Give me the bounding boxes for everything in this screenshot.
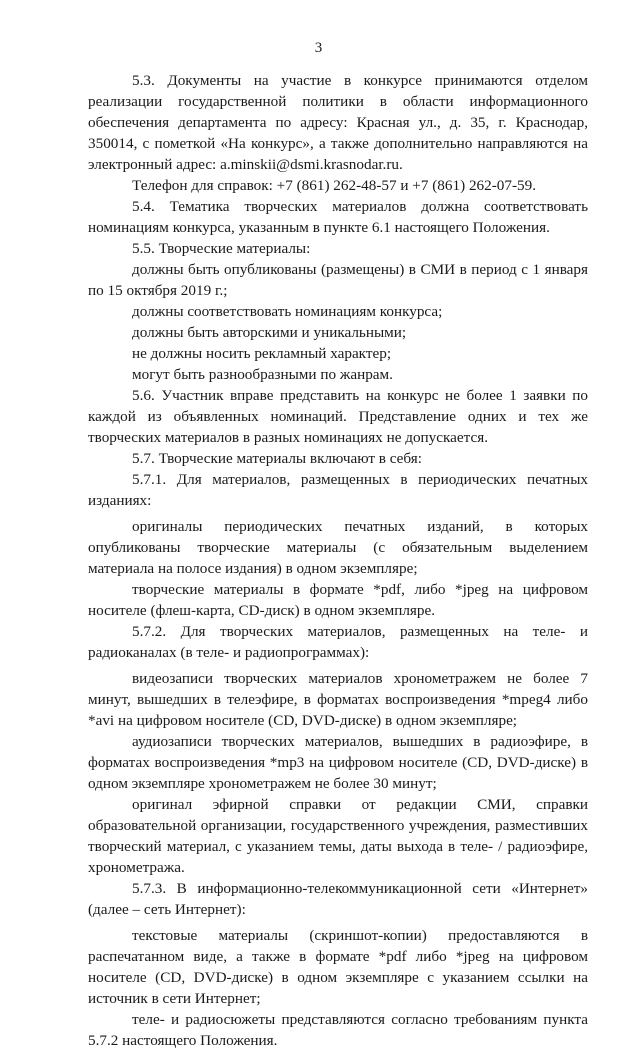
paragraph: 5.4. Тематика творческих материалов должна соответствовать номинациям конкурса, указанным в пункте 6.1 настоящего Положения. [88, 198, 588, 236]
paragraph: аудиозаписи творческих материалов, вышедших в радиоэфире, в форматах воспроизведения *mp3 на цифровом носителе (CD, DVD-диске) в одном экземпляре хронометражем не более 30 минут; [88, 733, 588, 792]
page-number: 3 [314, 40, 323, 56]
paragraph: оригиналы периодических печатных изданий, в которых опубликованы творческие материалы (с обязательным выделением материала на полосе издания) в одном экземпляре; [88, 518, 588, 577]
paragraph: 5.5. Творческие материалы: [132, 240, 311, 257]
document-body [88, 70, 588, 1051]
paragraph: 5.7.2. Для творческих материалов, размещенных на теле- и радиоканалах (в теле- и радиопрограммах): [88, 623, 588, 661]
paragraph: 5.6. Участник вправе представить на конкурс не более 1 заявки по каждой из объявленных номинаций. Представление одних и тех же творческих материалов в разных номинациях не допускается. [88, 387, 588, 446]
paragraph: текстовые материалы (скриншот-копии) предоставляются в распечатанном виде, а также в формате *pdf либо *jpeg на цифровом носителе (CD, DVD-диске) в одном экземпляре с указанием ссылки на источник в сети Интернет; [88, 927, 588, 1007]
paragraph: 5.7.1. Для материалов, размещенных в периодических печатных изданиях: [88, 471, 588, 509]
paragraph: 5.7. Творческие материалы включают в себя: [132, 450, 422, 467]
paragraph: должны быть опубликованы (размещены) в СМИ в период с 1 января по 15 октября 2019 г.; [88, 261, 588, 299]
paragraph: должны соответствовать номинациям конкурса; [132, 303, 443, 320]
paragraph: теле- и радиосюжеты представляются согласно требованиям пункта 5.7.2 настоящего Положения. [88, 1011, 588, 1049]
paragraph: творческие материалы в формате *pdf, либо *jpeg на цифровом носителе (флеш-карта, CD-диск) в одном экземпляре. [88, 581, 588, 619]
paragraph: 5.7.3. В информационно-телекоммуникационной сети «Интернет» (далее – сеть Интернет): [88, 880, 588, 918]
paragraph: видеозаписи творческих материалов хронометражем не более 7 минут, вышедших в телеэфире, в форматах воспроизведения *mpeg4 либо *avi на цифровом носителе (CD, DVD-диске) в одном экземпляре; [88, 670, 588, 729]
paragraph: Телефон для справок: +7 (861) 262-48-57 и +7 (861) 262-07-59. [132, 177, 537, 194]
paragraph: могут быть разнообразными по жанрам. [132, 366, 393, 383]
paragraph: должны быть авторскими и уникальными; [132, 324, 407, 341]
paragraph: не должны носить рекламный характер; [132, 345, 392, 362]
paragraph: 5.3. Документы на участие в конкурсе принимаются отделом реализации государственной политики в области информационного обеспечения департамента по адресу: Красная ул., д. 35, г. Краснодар, 350014, с пометкой «На конкурс», а также дополнительно направляются на электронный адрес: a.minskii@dsmi.krasnodar.ru. [88, 72, 588, 173]
paragraph: оригинал эфирной справки от редакции СМИ, справки образовательной организации, государственного учреждения, разместивших творческий материал, с указанием темы, даты выхода в теле- / радиоэфире, хронометража. [88, 796, 588, 876]
